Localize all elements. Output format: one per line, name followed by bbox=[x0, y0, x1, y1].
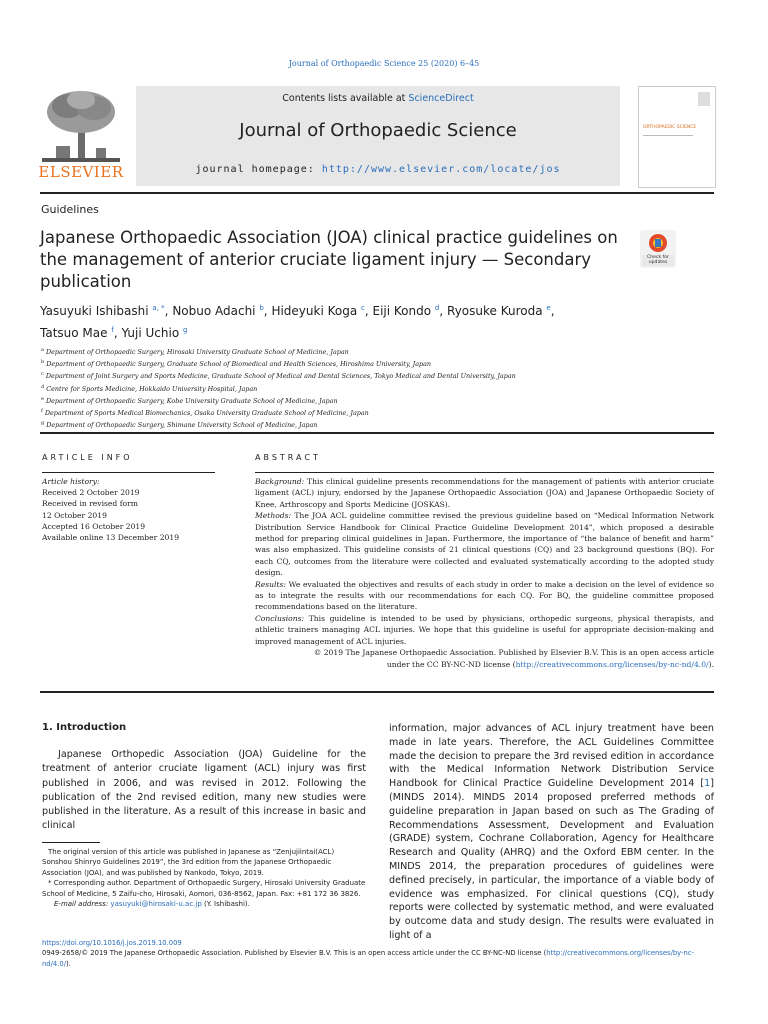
history-item: Accepted 16 October 2019 bbox=[42, 521, 146, 531]
abstract-divider bbox=[40, 691, 714, 693]
cover-mark bbox=[698, 92, 710, 106]
badge-label: Check for updates bbox=[647, 255, 669, 265]
history-label: Article history: bbox=[42, 477, 100, 486]
affiliation-item: $^d$ Centre for Sports Medicine, Hokkaido University Hospital, Japan bbox=[41, 383, 258, 393]
journal-title: Journal of Orthopaedic Science bbox=[239, 120, 517, 141]
footnote-email: E-mail address: yasuyuki@hirosaki-u.ac.jp (Y. Ishibashi). bbox=[54, 900, 250, 909]
email-link[interactable]: yasuyuki@hirosaki-u.ac.jp bbox=[110, 900, 202, 909]
doi-link[interactable]: https://doi.org/10.1016/j.jos.2019.10.009 bbox=[42, 939, 182, 947]
abstract-conclusions: Conclusions: This guideline is intended to be used by physicians, orthopedic surgeons, physical therapists, and athletic trainers managing ACL injuries. We hope that this guideline is useful for appropriate decision-making and improved management of ACL injuries. bbox=[255, 613, 714, 646]
journal-cover-thumbnail[interactable] bbox=[638, 86, 716, 188]
contents-prefix: Contents lists available at bbox=[282, 93, 409, 104]
affiliation-list bbox=[41, 345, 721, 431]
header-divider bbox=[40, 192, 714, 194]
homepage-prefix: journal homepage: bbox=[195, 164, 322, 175]
check-for-updates-badge[interactable] bbox=[640, 230, 676, 268]
footnote-corresponding-author: * Corresponding author. Department of Orthopaedic Surgery, Hirosaki University Graduate School of Medicine, 5 Zaifu-cho, Hirosaki, Aomori, 036-8562, Japan. Fax: +81 172 36 3826. bbox=[42, 879, 366, 898]
journal-citation[interactable]: Journal of Orthopaedic Science 25 (2020) 6–45 bbox=[288, 59, 480, 68]
footnote-original-version: The original version of this article was published in Japanese as “Zenjujiintai(ACL) Sonshou Shinryo Guidelines 2019”, the 3rd edition from the Japanese Orthopaedic Association (JOA), and was published by Nankodo, Tokyo, 2019. bbox=[42, 848, 335, 877]
homepage-link[interactable]: http://www.elsevier.com/locate/jos bbox=[321, 164, 561, 175]
abstract-body bbox=[255, 476, 714, 670]
affiliation-item: $^a$ Department of Orthopaedic Surgery, Hirosaki University Graduate School of Medicine, Japan bbox=[41, 347, 349, 357]
abstract-results: Results: We evaluated the objectives and results of each study in order to make a decision on the level of evidence so as to integrate the results with our recommendations for each CQ. For BQ, the guideline committee proposed recommendations based on the literature. bbox=[255, 579, 714, 612]
footer-license-link[interactable]: http://creativecommons.org/licenses/by-nc-nd/4.0/ bbox=[42, 949, 695, 968]
journal-homepage bbox=[136, 164, 620, 175]
author-4[interactable]: Eiji Kondo $^d$ bbox=[372, 304, 440, 318]
abstract-background: Background: This clinical guideline presents recommendations for the management of patients with anterior cruciate ligament (ACL) injury, endorsed by the Japanese Orthopaedic Association (JOA) and Japanese Orthopaedic Society of Knee, Arthroscopy and Sports Medicine (JOSKAS). bbox=[255, 477, 714, 509]
issn-line: 0949-2658/© 2019 The Japanese Orthopaedic Association. Published by Elsevier B.V. This is an open access article under the CC BY-NC-ND license (http://creativecommons.org/licenses/by-nc-nd/4.0/). bbox=[42, 949, 695, 968]
footnote-rule bbox=[42, 842, 100, 843]
abstract-methods: Methods: The JOA ACL guideline committee revised the previous guideline based on “Medical Information Network Distribution Service Handbook for Clinical Practice Guideline Development 2014”, which proposed a desirable method for preparing clinical guidelines in Japan. Furthermore, the importance of “the balance of benefit and harm” was also emphasized. This guideline consists of 21 clinical questions (CQ) and 23 background questions (BQ). For each CQ, outcomes from the literature were collected and evaluated systematically according to the adopted study design. bbox=[255, 511, 714, 578]
article-info-heading: ARTICLE INFO bbox=[42, 453, 133, 462]
author-list: Yasuyuki Ishibashi $^{a, *}$, Nobuo Adachi $^b$, Hideyuki Koga $^c$, Eiji Kondo $^d$, Ryosuke Kuroda $^e$, Tatsuo Mae $^f$, Yuji Uchio $^g$ bbox=[40, 304, 555, 340]
history-item: Received 2 October 2019 bbox=[42, 488, 140, 498]
author-7[interactable]: Yuji Uchio $^g$ bbox=[121, 326, 188, 340]
page-footer bbox=[42, 938, 716, 969]
author-1[interactable]: Yasuyuki Ishibashi $^{a, *}$ bbox=[40, 304, 165, 318]
affiliation-item: $^f$ Department of Sports Medical Biomechanics, Osaka University Graduate School of Medicine, Japan bbox=[41, 408, 369, 418]
contents-line bbox=[136, 93, 620, 104]
abstract-license: under the CC BY-NC-ND license (http://creativecommons.org/licenses/by-nc-nd/4.0/). bbox=[386, 659, 714, 669]
abstract-heading: ABSTRACT bbox=[255, 453, 321, 462]
footnotes bbox=[42, 847, 366, 909]
history-item: Available online 13 December 2019 bbox=[42, 533, 180, 543]
history-item: Received in revised form bbox=[42, 499, 138, 509]
article-history bbox=[42, 476, 217, 543]
article-info-rule bbox=[42, 472, 215, 473]
affiliation-divider bbox=[40, 432, 714, 434]
author-5[interactable]: Ryosuke Kuroda $^e$ bbox=[447, 304, 551, 318]
affiliation-item: $^b$ Department of Orthopaedic Surgery, Graduate School of Biomedical and Health Sciences, Hiroshima University, Japan bbox=[41, 359, 432, 369]
elsevier-wordmark: ELSEVIER bbox=[38, 163, 124, 181]
affiliation-item: $^c$ Department of Joint Surgery and Sports Medicine, Graduate School of Medical and Dental Sciences, Tokyo Medical and Dental University, Japan bbox=[41, 371, 516, 381]
article-title: Japanese Orthopaedic Association (JOA) clinical practice guidelines on the management of anterior cruciate ligament injury — Secondary publication bbox=[40, 228, 618, 291]
history-item: 12 October 2019 bbox=[42, 510, 107, 520]
abstract-copyright: © 2019 The Japanese Orthopaedic Association. Published by Elsevier B.V. This is an open access article bbox=[313, 648, 714, 658]
author-3[interactable]: Hideyuki Koga $^c$ bbox=[271, 304, 365, 318]
abstract-rule bbox=[255, 472, 714, 473]
license-link[interactable]: http://creativecommons.org/licenses/by-nc-nd/4.0/ bbox=[515, 659, 709, 669]
introduction-heading: 1. Introduction bbox=[42, 722, 127, 733]
cover-title: ORTHOPAEDIC SCIENCE bbox=[643, 125, 697, 130]
intro-paragraph-right: information, major advances of ACL injury treatment have been made in late years. Therefore, the ACL Guidelines Committee made the decision to prepare the 3rd revised edition in accordance with the Medical Information Network Distribution Service Handbook for Clinical Practice Guideline Development 2014 [1] (MINDS 2014). MINDS 2014 proposed preferred methods of guideline preparation in Japan based on such as The Grading of Recommendations Assessment, Development and Evaluation (GRADE) system, Cochrane Collaboration, Agency for Healthcare Research and Quality (AHRQ) and the Oxford EBM center. In the MINDS 2014, the preparation procedures of guidelines were defined precisely, in particular, the importance of a viable body of evidence was emphasized. For clinical questions (CQ), study reports were collected by systematic method, and were evaluated by outcome data and study design. The results were evaluated in light of a bbox=[389, 723, 714, 941]
reference-link[interactable]: 1 bbox=[704, 778, 711, 790]
sciencedirect-link[interactable]: ScienceDirect bbox=[408, 93, 474, 104]
intro-paragraph-left: Japanese Orthopedic Association (JOA) Guideline for the treatment of anterior cruciate ligament (ACL) injury was first published in 2006, and was revised in 2012. Following the publication of the 2nd revised edition, many new studies were published in the literature. As a result of this increase in basic and clinical bbox=[42, 749, 366, 832]
affiliation-item: $^e$ Department of Orthopaedic Surgery, Kobe University Graduate School of Medicine, Japan bbox=[41, 395, 338, 405]
affiliation-item: $^g$ Department of Orthopaedic Surgery, Shimane University School of Medicine, Japan bbox=[41, 420, 318, 430]
author-2[interactable]: Nobuo Adachi $^b$ bbox=[172, 304, 264, 318]
article-section-label: Guidelines bbox=[41, 203, 99, 216]
cover-rule bbox=[643, 135, 693, 136]
author-6[interactable]: Tatsuo Mae $^f$ bbox=[40, 326, 114, 340]
